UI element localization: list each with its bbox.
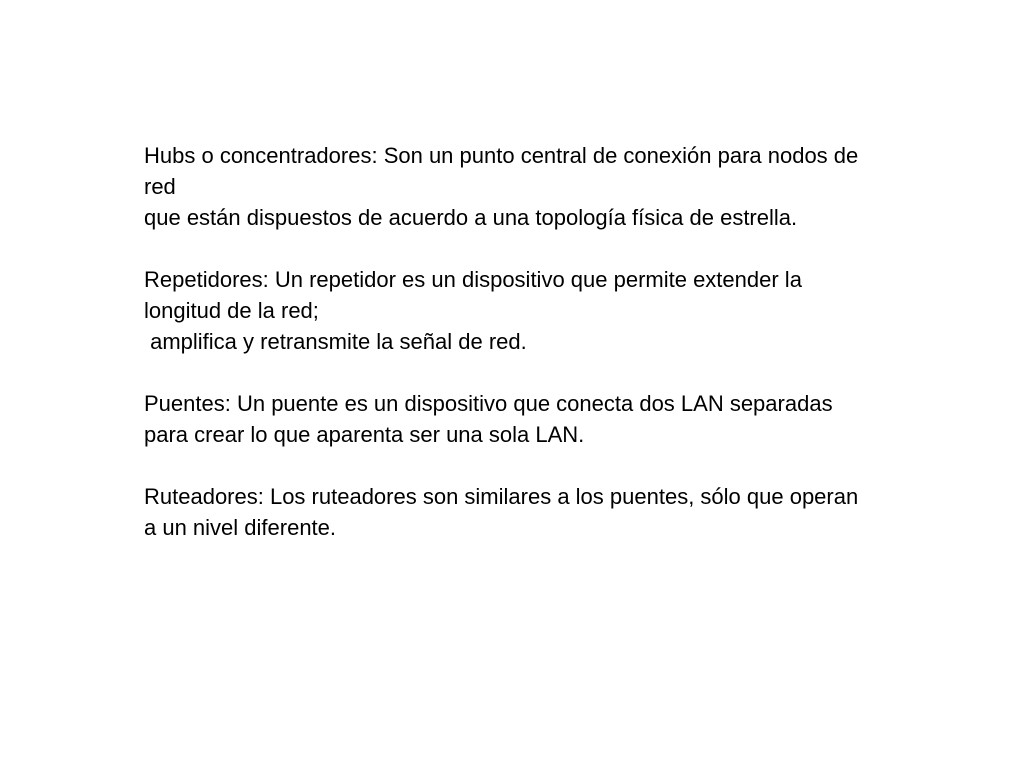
paragraph-puentes <box>144 388 944 450</box>
paragraph-repetidores <box>144 264 944 357</box>
text-body <box>144 140 944 543</box>
paragraph-ruteadores <box>144 481 944 543</box>
text-line: Ruteadores: Los ruteadores son similares a los puentes, sólo que operan <box>144 484 859 509</box>
text-line: longitud de la red; <box>144 298 319 323</box>
text-line: amplifica y retransmite la señal de red. <box>144 329 527 354</box>
text-line: Puentes: Un puente es un dispositivo que conecta dos LAN separadas <box>144 391 833 416</box>
text-line: a un nivel diferente. <box>144 515 337 540</box>
text-line: que están dispuestos de acuerdo a una topología física de estrella. <box>144 205 798 230</box>
text-line: Hubs o concentradores: Son un punto central de conexión para nodos de <box>144 143 859 168</box>
text-line: Repetidores: Un repetidor es un dispositivo que permite extender la <box>144 267 802 292</box>
text-line: para crear lo que aparenta ser una sola LAN. <box>144 422 585 447</box>
text-line: red <box>144 174 176 199</box>
paragraph-hubs <box>144 140 944 233</box>
